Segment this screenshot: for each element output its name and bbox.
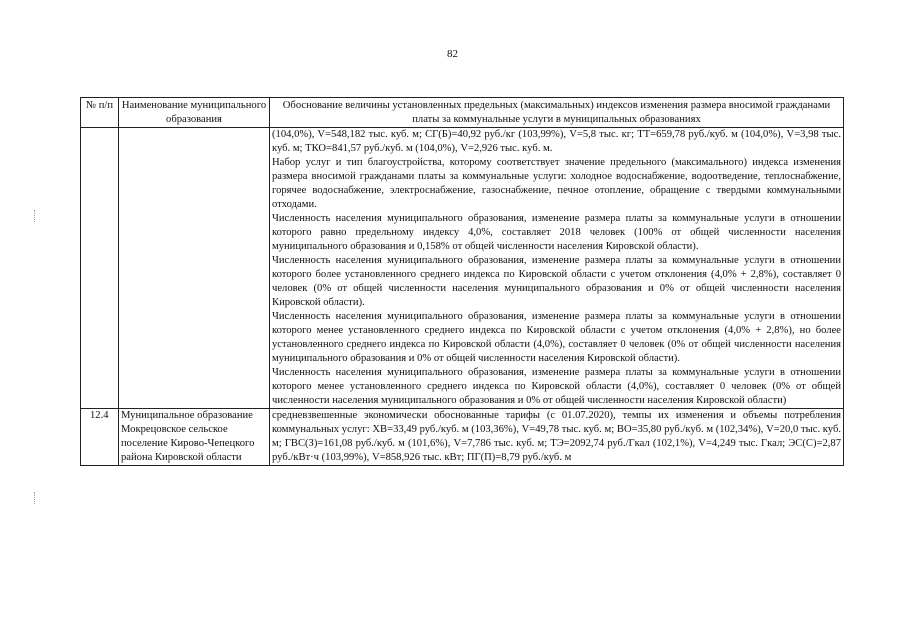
row-municipality bbox=[119, 128, 270, 409]
scan-artifact bbox=[34, 210, 37, 222]
scan-artifact bbox=[34, 492, 37, 504]
row-municipality: Муниципальное образование Мокрецовское сельское поселение Кирово-Чепецкого района Кировской области bbox=[119, 409, 270, 466]
table-row bbox=[81, 409, 844, 466]
table-row bbox=[81, 128, 844, 409]
row-num: 12.4 bbox=[81, 409, 119, 466]
justification-paragraph: средневзвешенные экономически обоснованные тарифы (с 01.07.2020), темпы их изменения и объемы потребления коммунальных услуг: ХВ=33,49 руб./куб. м (103,36%), V=49,78 тыс. куб. м; ВО=35,80 руб./куб. м (102,34%), V=20,0 тыс. куб. м; ГВС(З)=161,08 руб./куб. м (101,6%), V=7,786 тыс. куб. м; ТЭ=2092,74 руб./Гкал (102,1%), V=4,249 тыс. Гкал; ЭС(С)=2,87 руб./кВт·ч (103,99%), V=858,926 тыс. кВт; ПГ(П)=8,79 руб./куб. м bbox=[272, 410, 841, 463]
justification-paragraph: Численность населения муниципального образования, изменение размера платы за коммунальные услуги в отношении которого более установленного среднего индекса по Кировской области с учетом отклонения (4,0% + 2,8%), составляет 0 человек (0% от общей численности населения муниципального образования и 0% от общей численности населения Кировской области). bbox=[272, 255, 841, 308]
tariff-table bbox=[80, 97, 844, 466]
header-municipality: Наименование муниципального образования bbox=[119, 98, 270, 128]
table-header-row bbox=[81, 98, 844, 128]
page-number: 82 bbox=[447, 48, 458, 60]
justification-paragraph: (104,0%), V=548,182 тыс. куб. м; СГ(Б)=40,92 руб./кг (103,99%), V=5,8 тыс. кг; ТТ=659,78 руб./куб. м (104,0%), V=3,98 тыс. куб. м; ТКО=841,57 руб./куб. м (104,0%), V=2,926 тыс. куб. м. bbox=[272, 129, 841, 154]
row-justification bbox=[270, 128, 844, 409]
header-justification: Обоснование величины установленных предельных (максимальных) индексов изменения размера вносимой гражданами платы за коммунальные услуги в муниципальных образованиях bbox=[270, 98, 844, 128]
justification-paragraph: Численность населения муниципального образования, изменение размера платы за коммунальные услуги в отношении которого менее установленного среднего индекса по Кировской области с учетом отклонения (4,0% + 2,8%), но более установленного среднего индекса по Кировской области (4,0%), составляет 0 человек (0% от общей численности населения муниципального образования и 0% от общей численности населения Кировской области). bbox=[272, 311, 841, 364]
row-justification bbox=[270, 409, 844, 466]
justification-paragraph: Набор услуг и тип благоустройства, которому соответствует значение предельного (максимального) индекса изменения размера вносимой гражданами платы за коммунальные услуги: холодное водоснабжение, водоотведение, теплоснабжение, горячее водоснабжение, электроснабжение, газоснабжение, печное отопление, обращение с твердыми коммунальными отходами. bbox=[272, 157, 841, 210]
justification-paragraph: Численность населения муниципального образования, изменение размера платы за коммунальные услуги в отношении которого менее установленного среднего индекса по Кировской области (4,0%), составляет 0 человек (0% от общей численности населения муниципального образования и 0% от общей численности населения Кировской области) bbox=[272, 367, 841, 406]
justification-paragraph: Численность населения муниципального образования, изменение размера платы за коммунальные услуги в отношении которого равно предельному индексу 4,0%, составляет 2018 человек (100% от общей численности населения муниципального образования и 0,158% от общей численности населения Кировской области). bbox=[272, 213, 841, 252]
row-num bbox=[81, 128, 119, 409]
header-num: № п/п bbox=[81, 98, 119, 128]
